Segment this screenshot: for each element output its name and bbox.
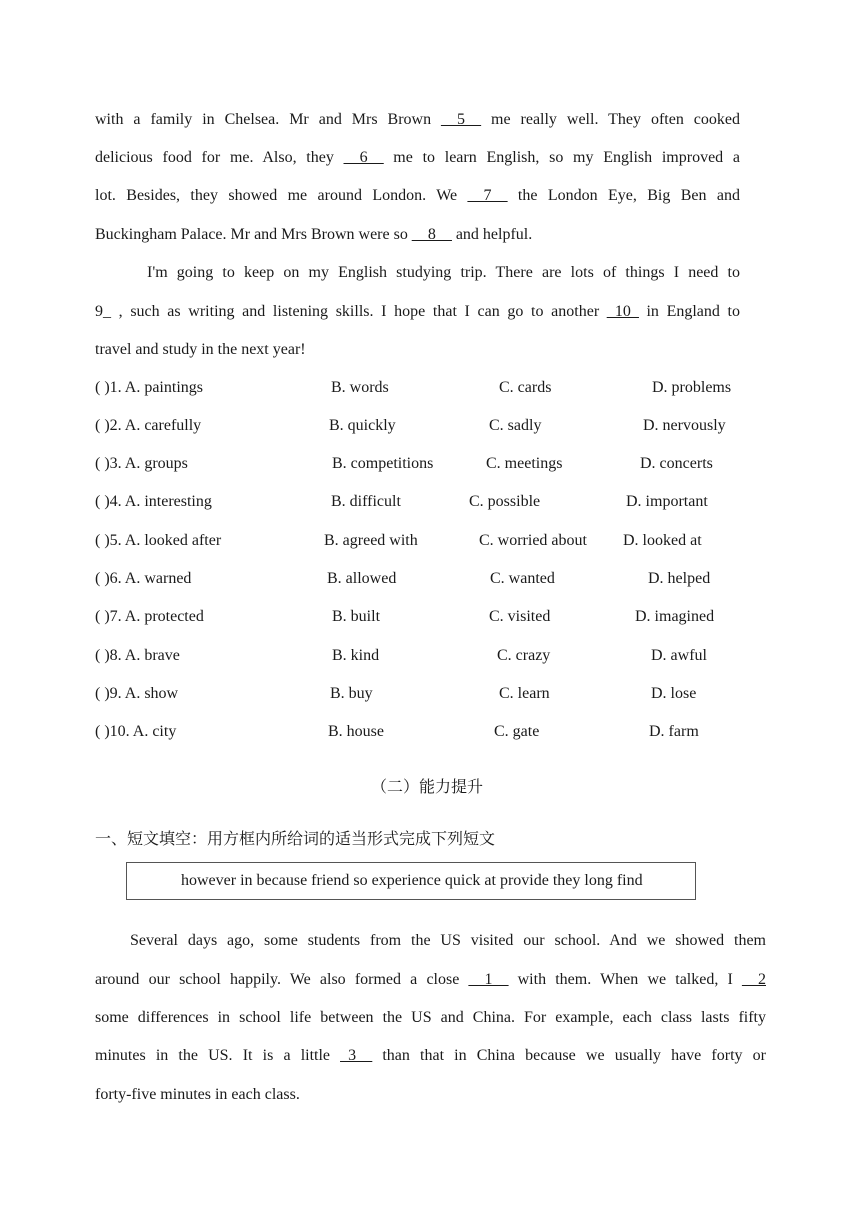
- option-c: C. learn: [499, 685, 550, 702]
- option-d: D. looked at: [623, 532, 702, 549]
- option-d: D. lose: [651, 685, 697, 702]
- question-number-option-a: ( )3. A. groups: [95, 455, 188, 472]
- question-number-option-a: ( )2. A. carefully: [95, 417, 202, 434]
- option-c: C. worried about: [479, 532, 587, 549]
- question-number-option-a: ( )1. A. paintings: [95, 379, 203, 396]
- option-c: C. possible: [469, 493, 541, 510]
- passage1-line-3: lot. Besides, they showed me around London. We __7__ the London Eye, Big Ben and: [95, 187, 741, 204]
- blank-10: _10_: [606, 303, 639, 320]
- option-b: B. difficult: [331, 493, 401, 510]
- question-row: [95, 685, 755, 707]
- passage1-line-6: 9_ , such as writing and listening skills. I hope that I can go to another _10_ in England to: [95, 303, 741, 320]
- question-number-option-a: ( )7. A. protected: [95, 608, 204, 625]
- option-c: C. visited: [489, 608, 551, 625]
- passage2-line-4: minutes in the US. It is a little _3__ than that in China because we usually have forty or: [95, 1047, 766, 1064]
- passage2-line-5: forty-five minutes in each class.: [95, 1086, 300, 1103]
- option-b: B. kind: [332, 647, 380, 664]
- question-row: [95, 570, 755, 592]
- option-c: C. cards: [499, 379, 552, 396]
- question-number-option-a: ( )9. A. show: [95, 685, 179, 702]
- option-c: C. sadly: [489, 417, 542, 434]
- option-b: B. allowed: [327, 570, 397, 587]
- option-b: B. house: [328, 723, 384, 740]
- question-number-option-a: ( )5. A. looked after: [95, 532, 222, 549]
- option-c: C. gate: [494, 723, 540, 740]
- option-d: D. important: [626, 493, 708, 510]
- option-c: C. crazy: [497, 647, 551, 664]
- blank-6: __6__: [343, 149, 384, 166]
- blank-3: _3__: [340, 1047, 373, 1064]
- question-number-option-a: ( )8. A. brave: [95, 647, 180, 664]
- option-b: B. competitions: [332, 455, 434, 472]
- word-box-words: however in because friend so experience quick at provide they long find: [181, 872, 643, 889]
- question-row: [95, 417, 755, 439]
- question-row: [95, 532, 755, 554]
- section-title: （二）能力提升: [371, 777, 484, 796]
- option-b: B. built: [332, 608, 381, 625]
- option-d: D. concerts: [640, 455, 713, 472]
- question-row: [95, 608, 755, 630]
- question-row: [95, 455, 755, 477]
- word-box: [126, 862, 696, 900]
- blank-7: __7__: [467, 187, 508, 204]
- task-title: 一、短文填空：用方框内所给词的适当形式完成下列短文: [95, 829, 496, 848]
- passage1-line-5: I'm going to keep on my English studying trip. There are lots of things I need to: [147, 264, 740, 281]
- option-c: C. meetings: [486, 455, 563, 472]
- option-d: D. problems: [652, 379, 732, 396]
- passage1-line-4: Buckingham Palace. Mr and Mrs Brown were so __8__ and helpful.: [95, 226, 533, 243]
- blank-5: __5__: [441, 111, 482, 128]
- blank-8: __8__: [411, 226, 452, 243]
- option-d: D. helped: [648, 570, 711, 587]
- question-row: [95, 493, 755, 515]
- passage1-line-7: travel and study in the next year!: [95, 341, 306, 358]
- passage1-line-1: with a family in Chelsea. Mr and Mrs Brown __5__ me really well. They often cooked: [95, 111, 740, 128]
- option-c: C. wanted: [490, 570, 555, 587]
- blank-1: __1__: [468, 971, 509, 988]
- option-b: B. words: [331, 379, 389, 396]
- question-number-option-a: ( )10. A. city: [95, 723, 177, 740]
- question-number-option-a: ( )4. A. interesting: [95, 493, 212, 510]
- option-b: B. quickly: [329, 417, 396, 434]
- question-row: [95, 379, 755, 401]
- option-d: D. farm: [649, 723, 699, 740]
- question-row: [95, 723, 755, 745]
- option-d: D. awful: [651, 647, 707, 664]
- question-number-option-a: ( )6. A. warned: [95, 570, 192, 587]
- passage2-line-2: around our school happily. We also formed a close __1__ with them. When we talked, I __2: [95, 971, 766, 988]
- option-d: D. nervously: [643, 417, 726, 434]
- passage2-line-1: Several days ago, some students from the US visited our school. And we showed them: [130, 932, 766, 949]
- option-d: D. imagined: [635, 608, 715, 625]
- passage1-line-2: delicious food for me. Also, they __6__ me to learn English, so my English improved a: [95, 149, 741, 166]
- option-b: B. buy: [330, 685, 373, 702]
- question-row: [95, 647, 755, 669]
- option-b: B. agreed with: [324, 532, 418, 549]
- passage2-line-3: some differences in school life between the US and China. For example, each class lasts fifty: [95, 1009, 766, 1026]
- blank-2: __2: [742, 971, 766, 988]
